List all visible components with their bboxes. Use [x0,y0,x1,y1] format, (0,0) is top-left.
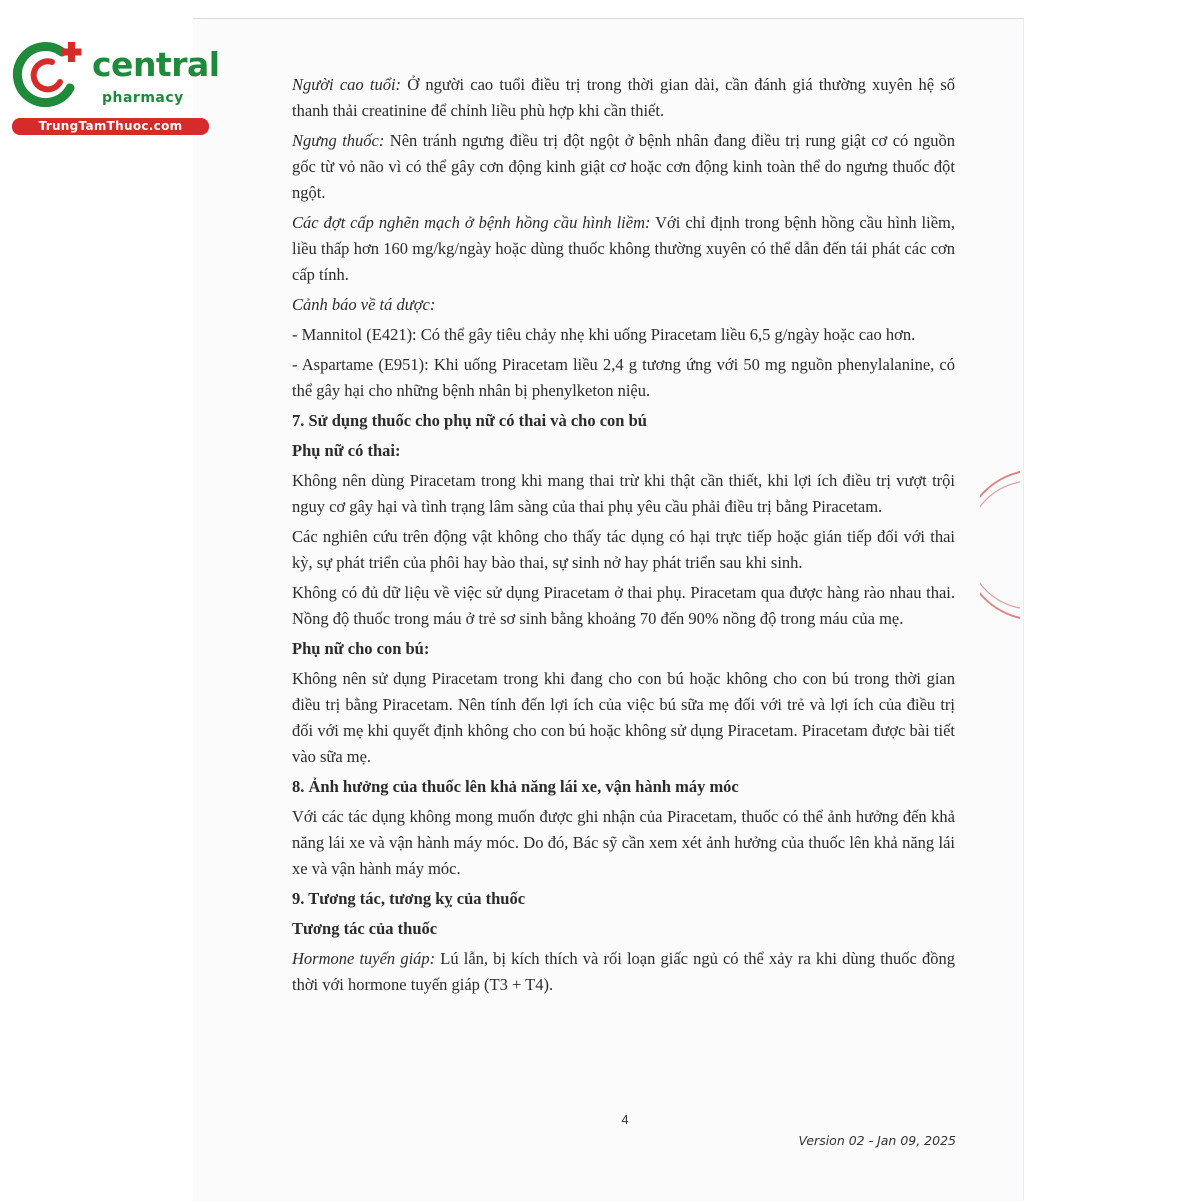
document-version: Version 02 - Jan 09, 2025 [798,1133,956,1148]
section-7-heading: 7. Sử dụng thuốc cho phụ nữ có thai và cho con bú [292,411,647,430]
paragraph-text: Ở người cao tuổi điều trị trong thời gian dài, cần đánh giá thường xuyên hệ số thanh thải creatinine để chỉnh liều phù hợp khi cần thiết. [292,75,955,120]
official-stamp-icon [980,470,1020,620]
paragraph-text: Nên tránh ngưng điều trị đột ngột ở bệnh nhân đang điều trị rung giật cơ có nguồn gốc từ vỏ não vì có thể gây cơn động kinh giật cơ hoặc cơn động kinh toàn thể do ngưng thuốc đột ngột. [292,131,955,202]
paragraph-label: Ngưng thuốc: [292,131,385,150]
logo-subtitle: pharmacy [102,90,184,106]
nursing-subheading: Phụ nữ cho con bú: [292,639,430,658]
pharmacy-logo-icon [12,38,92,114]
section-9-heading: 9. Tương tác, tương kỵ của thuốc [292,889,526,908]
paragraph-text: Với chỉ định trong bệnh hồng cầu hình liềm, liều thấp hơn 160 mg/kg/ngày hoặc dùng thuốc không thường xuyên có thể dẫn đến tái phát các cơn cấp tính. [292,213,956,284]
paragraph-label: Các đợt cấp nghẽn mạch ở bệnh hồng cầu hình liềm: [292,213,651,232]
paragraph-mannitol: - Mannitol (E421): Có thể gây tiêu chảy nhẹ khi uống Piracetam liều 6,5 g/ngày hoặc cao hơn. [292,325,916,344]
document-body [292,72,955,1002]
logo-brand: central [92,45,220,84]
paragraph-text: Lú lẫn, bị kích thích và rối loạn giấc ngủ có thể xảy ra khi dùng thuốc đồng thời với hormone tuyến giáp (T3 + T4). [292,949,955,994]
central-pharmacy-logo[interactable] [12,38,220,138]
paragraph-sickle-cell [292,210,955,288]
interactions-subheading: Tương tác của thuốc [292,919,438,938]
pregnant-paragraph: Không có đủ dữ liệu về việc sử dụng Piracetam ở thai phụ. Piracetam qua được hàng rào nhau thai. Nồng độ thuốc trong máu ở trẻ sơ sinh bằng khoảng 70 đến 90% nồng độ trong máu của mẹ. [292,583,955,628]
page-number: 4 [621,1112,629,1127]
paragraph-label: Hormone tuyến giáp: [292,949,436,968]
section-8-heading: 8. Ảnh hưởng của thuốc lên khả năng lái xe, vận hành máy móc [292,777,739,796]
pregnant-subheading: Phụ nữ có thai: [292,441,401,460]
nursing-paragraph: Không nên sử dụng Piracetam trong khi đang cho con bú hoặc không cho con bú trong thời gian điều trị bằng Piracetam. Nên tính đến lợi ích của việc bú sữa mẹ đối với trẻ và lợi ích của điều trị đối với mẹ khi quyết định không cho con bú hoặc không sử dụng Piracetam. Piracetam được bài tiết vào sữa mẹ. [292,669,955,766]
pregnant-paragraph: Các nghiên cứu trên động vật không cho thấy tác dụng có hại trực tiếp hoặc gián tiếp đối với thai kỳ, sự phát triển của phôi hay bào thai, sự sinh nở hay phát triển sau khi sinh. [292,527,955,572]
section-8-paragraph: Với các tác dụng không mong muốn được ghi nhận của Piracetam, thuốc có thể ảnh hưởng đến khả năng lái xe và vận hành máy móc. Do đó, Bác sỹ cần xem xét ảnh hưởng của thuốc lên khả năng lái xe và vận hành máy móc. [292,807,955,878]
paragraph-aspartame: - Aspartame (E951): Khi uống Piracetam liều 2,4 g tương ứng với 50 mg nguồn phenylalanine, có thể gây hại cho những bệnh nhân bị phenylketon niệu. [292,355,955,400]
logo-site-link[interactable]: TrungTamThuoc.com [12,118,209,135]
paragraph-thyroid [292,946,955,998]
paragraph-discontinuation [292,128,955,206]
pregnant-paragraph: Không nên dùng Piracetam trong khi mang thai trừ khi thật cần thiết, khi lợi ích điều trị vượt trội nguy cơ gây hại và tình trạng lâm sàng của thai phụ yêu cầu phải điều trị bằng Piracetam. [292,471,955,516]
paragraph-label: Người cao tuổi: [292,75,402,94]
paragraph-excipient-warning [292,292,955,318]
paragraph-elderly [292,72,955,124]
paragraph-label: Cảnh báo về tá dược: [292,295,436,314]
